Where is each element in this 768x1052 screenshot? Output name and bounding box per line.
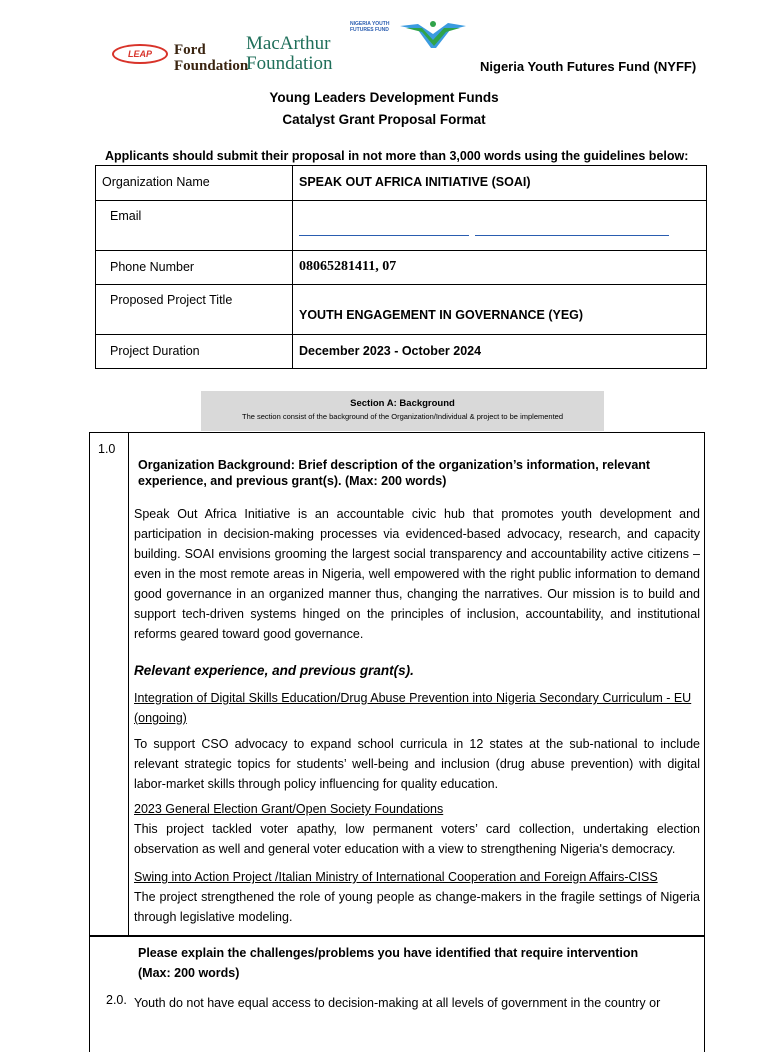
email-label-cell: [96, 201, 293, 251]
section-a-subtitle: The section consist of the background of the Organization/Individual & project to be implemented: [241, 412, 564, 421]
section-a-banner: [201, 391, 604, 431]
ford-logo-line1: Ford: [174, 42, 206, 58]
grant-2: [134, 799, 700, 859]
phone-value: 08065281411, 07: [299, 259, 397, 274]
document-subtitle: Catalyst Grant Proposal Format: [282, 112, 486, 127]
grant-3-title: Swing into Action Project /Italian Ministry of International Cooperation and Foreign Affairs-CISS: [134, 870, 658, 884]
grant-1: [134, 688, 700, 794]
grant-2-description: This project tackled voter apathy, low permanent voters’ card collection, undertaking election observation as well and general voter education with a view to strengthening Nigeria's democracy.: [134, 822, 700, 856]
question-1-title: Organization Background: Brief description of the organization’s information, relevant experience, and previous grant(s). (Max: 200 words): [138, 458, 651, 488]
document-title: Young Leaders Development Funds: [269, 90, 499, 105]
org-name-value-cell: [293, 166, 707, 201]
grant-1-description: To support CSO advocacy to expand school curricula in 12 states at the sub-national to include relevant strategic topics for students’ well-being and inclusion (drug abuse prevention) with digital labor-market skills through policy influencing for quality education.: [134, 737, 700, 791]
org-name-label: Organization Name: [102, 175, 210, 189]
project-title-value-cell: [293, 285, 707, 335]
sponsor-logos: [112, 18, 472, 78]
leap-logo-text: LEAP: [127, 49, 152, 59]
number-column-divider: [128, 433, 129, 935]
phone-label: Phone Number: [110, 260, 195, 274]
macarthur-logo-line2: Foundation: [246, 53, 333, 74]
email-label: Email: [110, 209, 142, 223]
macarthur-logo-line1: MacArthur: [246, 33, 331, 54]
org-name-value: SPEAK OUT AFRICA INITIATIVE (SOAI): [299, 175, 531, 189]
grant-1-title: Integration of Digital Skills Education/Drug Abuse Prevention into Nigeria Secondary Curriculum - EU (ongoing): [134, 691, 692, 725]
relevant-experience-heading: Relevant experience, and previous grant(s).: [134, 663, 414, 678]
table-row: [96, 201, 707, 251]
question-2-title: Please explain the challenges/problems you have identified that require intervention (Max: 200 words): [138, 946, 639, 980]
org-header-title: Nigeria Youth Futures Fund (NYFF): [480, 59, 697, 74]
email-link-2[interactable]: [475, 235, 669, 236]
grant-3-description: The project strengthened the role of young people as change-makers in the fragile settings of Nigeria through legislative modeling.: [134, 890, 700, 924]
email-value-cell: [293, 201, 707, 251]
question-2-answer: Youth do not have equal access to decision-making at all levels of government in the country or: [134, 996, 661, 1010]
duration-value: December 2023 - October 2024: [299, 344, 482, 358]
ford-foundation-logo: [174, 42, 248, 74]
table-row: [96, 335, 707, 369]
org-background-paragraph: Speak Out Africa Initiative is an accountable civic hub that promotes youth development and participation in decision-making processes via evidenced-based advocacy, research, and capacity building. SOAI envisions grooming the largest social transparency and accountability active citizens – even in the most remote areas in Nigeria, well empowered with the right public information to demand good governance in an organized manner thus, changing the narratives. Our mission is to build and support tech-driven systems hinged on the principles of inclusion, accountability, and institutional reforms geared toward good governance.: [134, 507, 700, 641]
applicant-info-table: [95, 165, 707, 369]
phone-value-cell: [293, 251, 707, 285]
question-2-prompt: [138, 943, 658, 983]
project-title-label-cell: [96, 285, 293, 335]
table-row: [96, 285, 707, 335]
nyff-emblem-icon: [398, 20, 468, 52]
instruction-text: Applicants should submit their proposal in not more than 3,000 words using the guidelines below:: [105, 149, 689, 163]
grant-2-title: 2023 General Election Grant/Open Society Foundations: [134, 802, 444, 816]
org-name-label-cell: [96, 166, 293, 201]
background-table: [89, 432, 705, 1052]
grant-3: [134, 867, 700, 927]
phone-label-cell: [96, 251, 293, 285]
project-title-label: Proposed Project Title: [110, 293, 233, 307]
nyff-logo-text: NIGERIA YOUTH FUTURES FUND: [350, 21, 390, 33]
ford-logo-line2: Foundation: [174, 58, 249, 74]
duration-label-cell: [96, 335, 293, 369]
section-a-title: Section A: Background: [350, 398, 455, 409]
row-divider: [90, 935, 704, 937]
duration-value-cell: [293, 335, 707, 369]
question-1-prompt: [138, 457, 690, 489]
nyff-logo: [350, 20, 470, 54]
table-row: [96, 251, 707, 285]
question-1-number: 1.0: [98, 442, 116, 456]
email-link-1[interactable]: [299, 235, 469, 236]
project-title-value: YOUTH ENGAGEMENT IN GOVERNANCE (YEG): [299, 308, 584, 322]
leap-logo: [112, 44, 168, 64]
macarthur-foundation-logo: [246, 34, 333, 74]
question-2-number: 2.0.: [106, 993, 127, 1007]
duration-label: Project Duration: [110, 344, 200, 358]
table-row: [96, 166, 707, 201]
